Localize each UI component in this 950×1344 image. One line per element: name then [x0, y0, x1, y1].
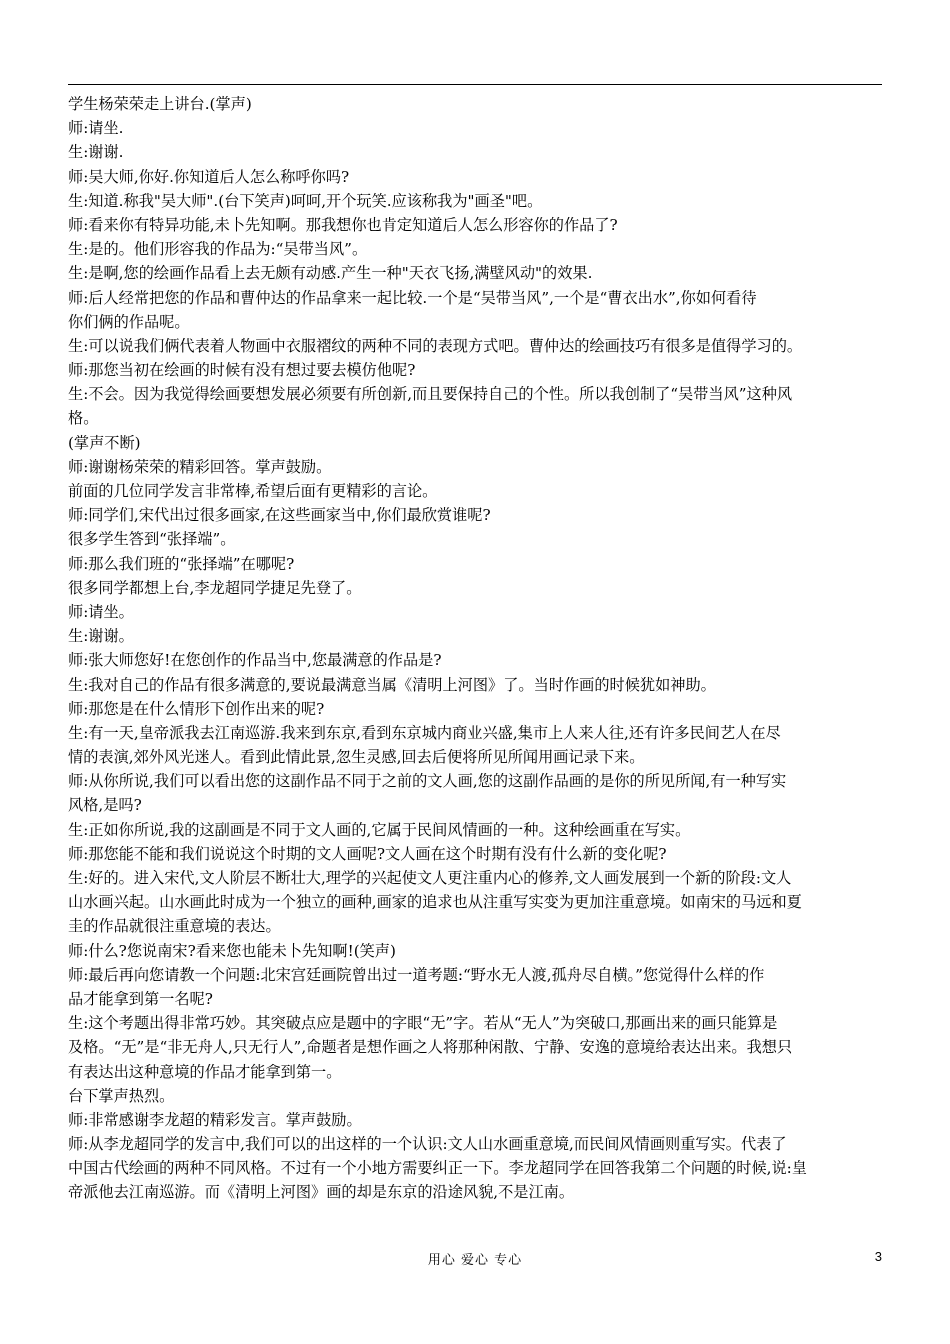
text-line: 师:那您能不能和我们说说这个时期的文人画呢?文人画在这个时期有没有什么新的变化呢?	[68, 844, 667, 863]
text-line: 有表达出这种意境的作品才能拿到第一。	[68, 1062, 342, 1081]
text-line: 生:是啊,您的绘画作品看上去无颇有动感.产生一种"天衣飞扬,满壁风动"的效果.	[68, 264, 593, 283]
text-line: 生:知道.称我"吴大师".(台下笑声)呵呵,开个玩笑.应该称我为"画圣"吧。	[68, 191, 543, 210]
text-line: 生:有一天,皇帝派我去江南巡游.我来到东京,看到东京城内商业兴盛,集市上人来人往,还有许多民间艺人在尽	[68, 723, 781, 742]
text-line: 师:那您当初在绘画的时候有没有想过要去模仿他呢?	[68, 361, 416, 380]
text-line: 山水画兴起。山水画此时成为一个独立的画种,画家的追求也从注重写实变为更加注重意境。如南宋的马远和夏	[68, 893, 802, 912]
text-line: (掌声不断)	[68, 433, 141, 452]
text-line: 帝派他去江南巡游。而《清明上河图》画的却是东京的沿途风貌,不是江南。	[68, 1183, 575, 1202]
text-line: 生:正如你所说,我的这副画是不同于文人画的,它属于民间风情画的一种。这种绘画重在写实。	[68, 820, 691, 839]
text-line: 风格,是吗?	[68, 796, 142, 815]
text-line: 很多同学都想上台,李龙超同学捷足先登了。	[68, 578, 362, 597]
text-line: 生:这个考题出得非常巧妙。其突破点应是题中的字眼“无”字。若从“无人”为突破口,那画出来的画只能算是	[68, 1014, 778, 1033]
text-line: 师:那么我们班的“张择端”在哪呢?	[68, 554, 295, 573]
text-line: 圭的作品就很注重意境的表达。	[68, 917, 281, 936]
text-line: 生:可以说我们俩代表着人物画中衣服褶纹的两种不同的表现方式吧。曹仲达的绘画技巧有很多是值得学习的。	[68, 336, 803, 355]
text-line: 生:谢谢。	[68, 627, 134, 646]
text-line: 师:同学们,宋代出过很多画家,在这些画家当中,你们最欣赏谁呢?	[68, 506, 491, 525]
text-line: 格。	[68, 409, 99, 428]
header-rule	[68, 84, 882, 85]
text-line: 生:是的。他们形容我的作品为:“吴带当风”。	[68, 240, 368, 259]
text-line: 师:谢谢杨荣荣的精彩回答。掌声鼓励。	[68, 457, 332, 476]
text-line: 师:什么?您说南宋?看来您也能未卜先知啊!(笑声)	[68, 941, 396, 960]
text-line: 前面的几位同学发言非常棒,希望后面有更精彩的言论。	[68, 482, 438, 500]
footer-text: 用心 爱心 专心	[427, 1253, 523, 1268]
text-line: 师:请坐。	[68, 602, 134, 621]
text-line: 情的表演,郊外风光迷人。看到此情此景,忽生灵感,回去后便将所见所闻用画记录下来。	[68, 748, 645, 767]
page-number: 3	[874, 1249, 882, 1264]
text-line: 师:看来你有特异功能,未卜先知啊。那我想你也肯定知道后人怎么形容你的作品了?	[68, 215, 618, 234]
text-line: 师:张大师您好!在您创作的作品当中,您最满意的作品是?	[68, 651, 442, 670]
text-line: 生:不会。因为我觉得绘画要想发展必须要有所创新,而且要保持自己的个性。所以我创制了“吴带当风”这种风	[68, 385, 793, 404]
text-line: 品才能拿到第一名呢?	[68, 989, 213, 1008]
text-line: 台下掌声热烈。	[68, 1086, 175, 1105]
text-line: 师:后人经常把您的作品和曹仲达的作品拿来一起比较.一个是“吴带当风”,一个是“曹衣出水”,你如何看待	[68, 288, 757, 307]
text-line: 师:非常感谢李龙超的精彩发言。掌声鼓励。	[68, 1110, 362, 1129]
text-line: 中国古代绘画的两种不同风格。不过有一个小地方需要纠正一下。李龙超同学在回答我第二个问题的时候,说:皇	[68, 1159, 807, 1178]
text-line: 生:我对自己的作品有很多满意的,要说最满意当属《清明上河图》了。当时作画的时候犹如神助。	[68, 675, 716, 694]
text-line: 师:请坐.	[68, 119, 124, 138]
text-line: 师:最后再向您请教一个问题:北宋宫廷画院曾出过一道考题:“野水无人渡,孤舟尽自横。”您觉得什么样的作	[68, 965, 765, 984]
text-line: 师:吴大师,你好.你知道后人怎么称呼你吗?	[68, 167, 350, 186]
text-line: 学生杨荣荣走上讲台.(掌声)	[68, 95, 252, 113]
text-line: 师:从你所说,我们可以看出您的这副作品不同于之前的文人画,您的这副作品画的是你的所见所闻,有一种写实	[68, 772, 787, 791]
text-line: 及格。“无”是“非无舟人,只无行人”,命题者是想作画之人将那种闲散、宁静、安逸的意境给表达出来。我想只	[68, 1038, 793, 1057]
body-text	[68, 92, 882, 1205]
text-line: 师:从李龙超同学的发言中,我们可以的出这样的一个认识:文人山水画重意境,而民间风情画则重写实。代表了	[68, 1135, 787, 1154]
text-line: 你们俩的作品呢。	[68, 312, 190, 331]
text-line: 生:好的。进入宋代,文人阶层不断壮大,理学的兴起使文人更注重内心的修养,文人画发展到一个新的阶段:文人	[68, 869, 792, 887]
text-line: 很多学生答到“张择端”。	[68, 530, 236, 549]
text-line: 生:谢谢.	[68, 143, 124, 162]
text-line: 师:那您是在什么情形下创作出来的呢?	[68, 699, 325, 718]
